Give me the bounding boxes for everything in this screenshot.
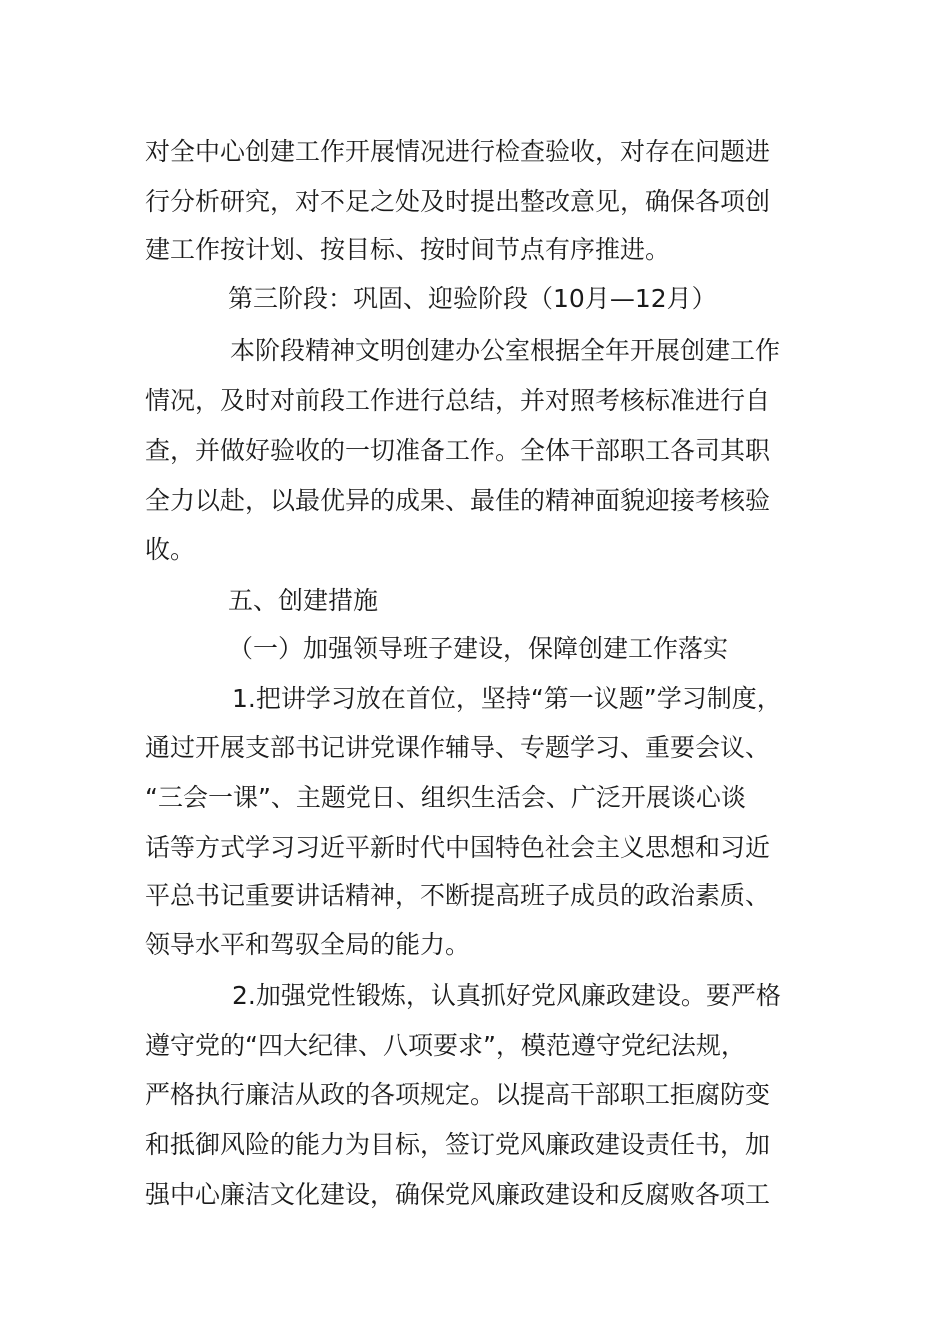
stage-heading: 第三阶段：巩固、迎验阶段（10月—12月） bbox=[228, 284, 717, 313]
body-text-line: 行分析研究，对不足之处及时提出整改意见，确保各项创 bbox=[145, 187, 771, 216]
body-text-line: 2.加强党性锻炼，认真抓好党风廉政建设。要严格 bbox=[232, 981, 781, 1010]
body-text-line: 查，并做好验收的一切准备工作。全体干部职工各司其职 bbox=[145, 436, 771, 465]
body-text-line: 1.把讲学习放在首位，坚持“第一议题”学习制度， bbox=[232, 684, 782, 713]
body-text-line: 收。 bbox=[145, 535, 196, 564]
body-text-line: 领导水平和驾驭全局的能力。 bbox=[145, 930, 471, 959]
body-text-line: 强中心廉洁文化建设，确保党风廉政建设和反腐败各项工 bbox=[145, 1180, 771, 1209]
body-text-line: “三会一课”、主题党日、组织生活会、广泛开展谈心谈 bbox=[145, 783, 746, 812]
body-text-line: 对全中心创建工作开展情况进行检查验收，对存在问题进 bbox=[145, 137, 771, 166]
body-text-line: 建工作按计划、按目标、按时间节点有序推进。 bbox=[145, 235, 671, 264]
body-text-line: 严格执行廉洁从政的各项规定。以提高干部职工拒腐防变 bbox=[145, 1080, 771, 1109]
body-text-line: 和抵御风险的能力为目标，签订党风廉政建设责任书，加 bbox=[145, 1130, 771, 1159]
body-text-line: 情况，及时对前段工作进行总结，并对照考核标准进行自 bbox=[145, 386, 771, 415]
body-text-line: 话等方式学习习近平新时代中国特色社会主义思想和习近 bbox=[145, 833, 771, 862]
body-text-line: 本阶段精神文明创建办公室根据全年开展创建工作 bbox=[230, 336, 781, 365]
body-text-line: 遵守党的“四大纪律、八项要求”，模范遵守党纪法规， bbox=[145, 1031, 746, 1060]
body-text-line: 全力以赴，以最优异的成果、最佳的精神面貌迎接考核验 bbox=[145, 486, 771, 515]
body-text-line: 通过开展支部书记讲党课作辅导、专题学习、重要会议、 bbox=[145, 733, 771, 762]
body-text-line: 平总书记重要讲话精神，不断提高班子成员的政治素质、 bbox=[145, 881, 771, 910]
subsection-heading: （一）加强领导班子建设，保障创建工作落实 bbox=[228, 634, 729, 663]
section-heading: 五、创建措施 bbox=[228, 586, 379, 615]
